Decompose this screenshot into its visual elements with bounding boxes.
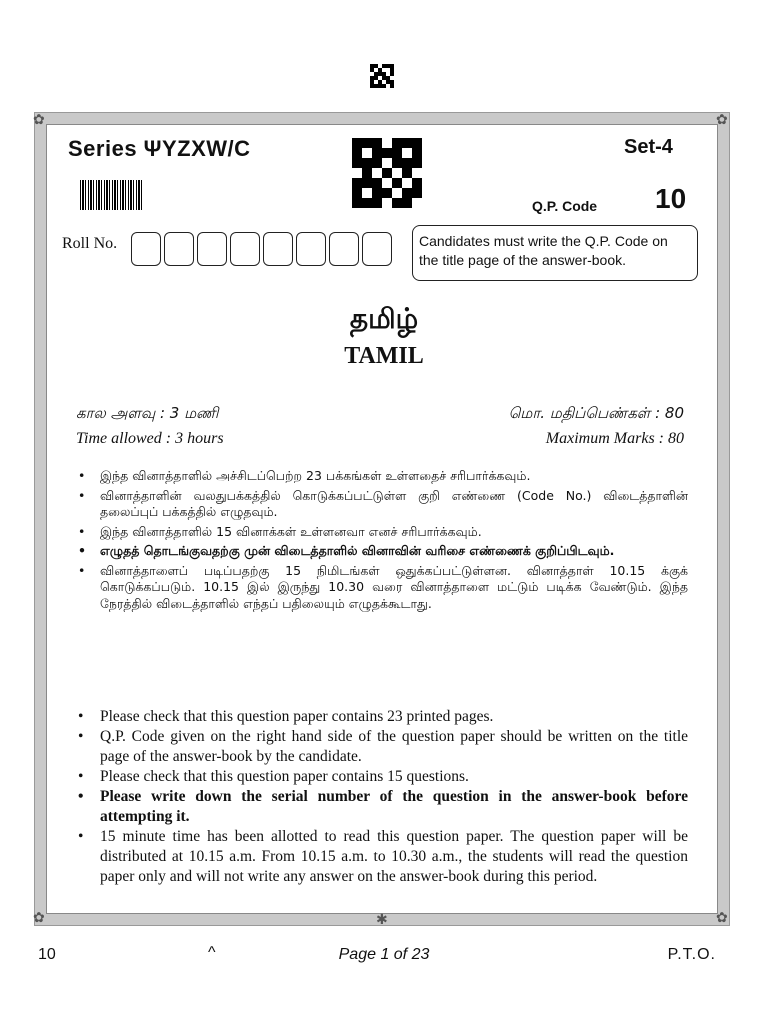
qp-code-label: Q.P. Code (532, 198, 598, 214)
list-item: • Please check that this question paper contains 15 questions. (74, 767, 688, 787)
instructions-tamil (74, 468, 688, 615)
ornament-icon: ✿ (33, 910, 45, 926)
time-allowed-english: Time allowed : 3 hours (76, 430, 224, 447)
ornament-icon: ✿ (33, 112, 45, 128)
pto-label: P.T.O. (667, 946, 716, 963)
list-item: • இந்த வினாத்தாளில் அச்சிடப்பெற்ற 23 பக்கங்கள் உள்ளதைச் சரிபார்க்கவும். (74, 468, 688, 485)
qp-code-value: 10 (655, 183, 687, 214)
ornament-icon: ✿ (716, 910, 728, 926)
max-marks-tamil: மொ. மதிப்பெண்கள் : 80 (508, 404, 684, 422)
list-item: • வினாத்தாளின் வலதுபக்கத்தில் கொடுக்கப்பட்டுள்ள குறி எண்ணை (Code No.) விடைத்தாளின் தலைப்புப் பக்கத்தில் எழுதவும். (74, 488, 688, 521)
footer-code: 10 (38, 946, 56, 963)
list-item: • வினாத்தாளைப் படிப்பதற்கு 15 நிமிடங்கள் ஒதுக்கப்பட்டுள்ளன. வினாத்தாள் 10.15 க்குக் கொடுக்கப்படும். 10.15 இல் இருந்து 10.30 வரை வினாத்தாளை மட்டும் படிக்க வேண்டும். இந்த நேரத்தில் விடைத்தாளில் எந்தப் பதிலையும் எழுதக்கூடாது. (74, 563, 688, 613)
roll-no-label: Roll No. (62, 235, 118, 252)
title-english: TAMIL (344, 343, 424, 369)
footer-caret: ^ (208, 944, 216, 961)
time-allowed-tamil: கால அளவு : 3 மணி (76, 404, 219, 422)
list-item: • 15 minute time has been allotted to read this question paper. The question paper will be distributed at 10.15 a.m. From 10.15 a.m. to 10.30 a.m., the students will read the question paper only and will not write any answer on the answer-book during this period. (74, 827, 688, 887)
instructions-english (74, 707, 688, 887)
title-tamil: தமிழ் (349, 302, 419, 335)
qr-code (352, 138, 422, 208)
ornament-icon: ✱ (376, 912, 388, 928)
ornament-icon: ✿ (716, 112, 728, 128)
list-item: • எழுதத் தொடங்குவதற்கு முன் விடைத்தாளில் வினாவின் வரிசை எண்ணைக் குறிப்பிடவும். (74, 543, 688, 560)
qp-code-notice: Candidates must write the Q.P. Code on the title page of the answer-book. (412, 225, 698, 281)
list-item: • இந்த வினாத்தாளில் 15 வினாக்கள் உள்ளனவா எனச் சரிபார்க்கவும். (74, 524, 688, 541)
list-item: • Please check that this question paper contains 23 printed pages. (74, 707, 688, 727)
barcode (80, 180, 142, 210)
list-item: • Please write down the serial number of the question in the answer-book before attempting it. (74, 787, 688, 827)
max-marks-english: Maximum Marks : 80 (545, 430, 684, 447)
set-label: Set-4 (624, 136, 673, 158)
top-qr-code (370, 64, 394, 88)
series-label: Series ΨYZXW/C (68, 136, 251, 161)
page-number: Page 1 of 23 (338, 946, 430, 963)
list-item: • Q.P. Code given on the right hand side of the question paper should be written on the title page of the answer-book by the candidate. (74, 727, 688, 767)
